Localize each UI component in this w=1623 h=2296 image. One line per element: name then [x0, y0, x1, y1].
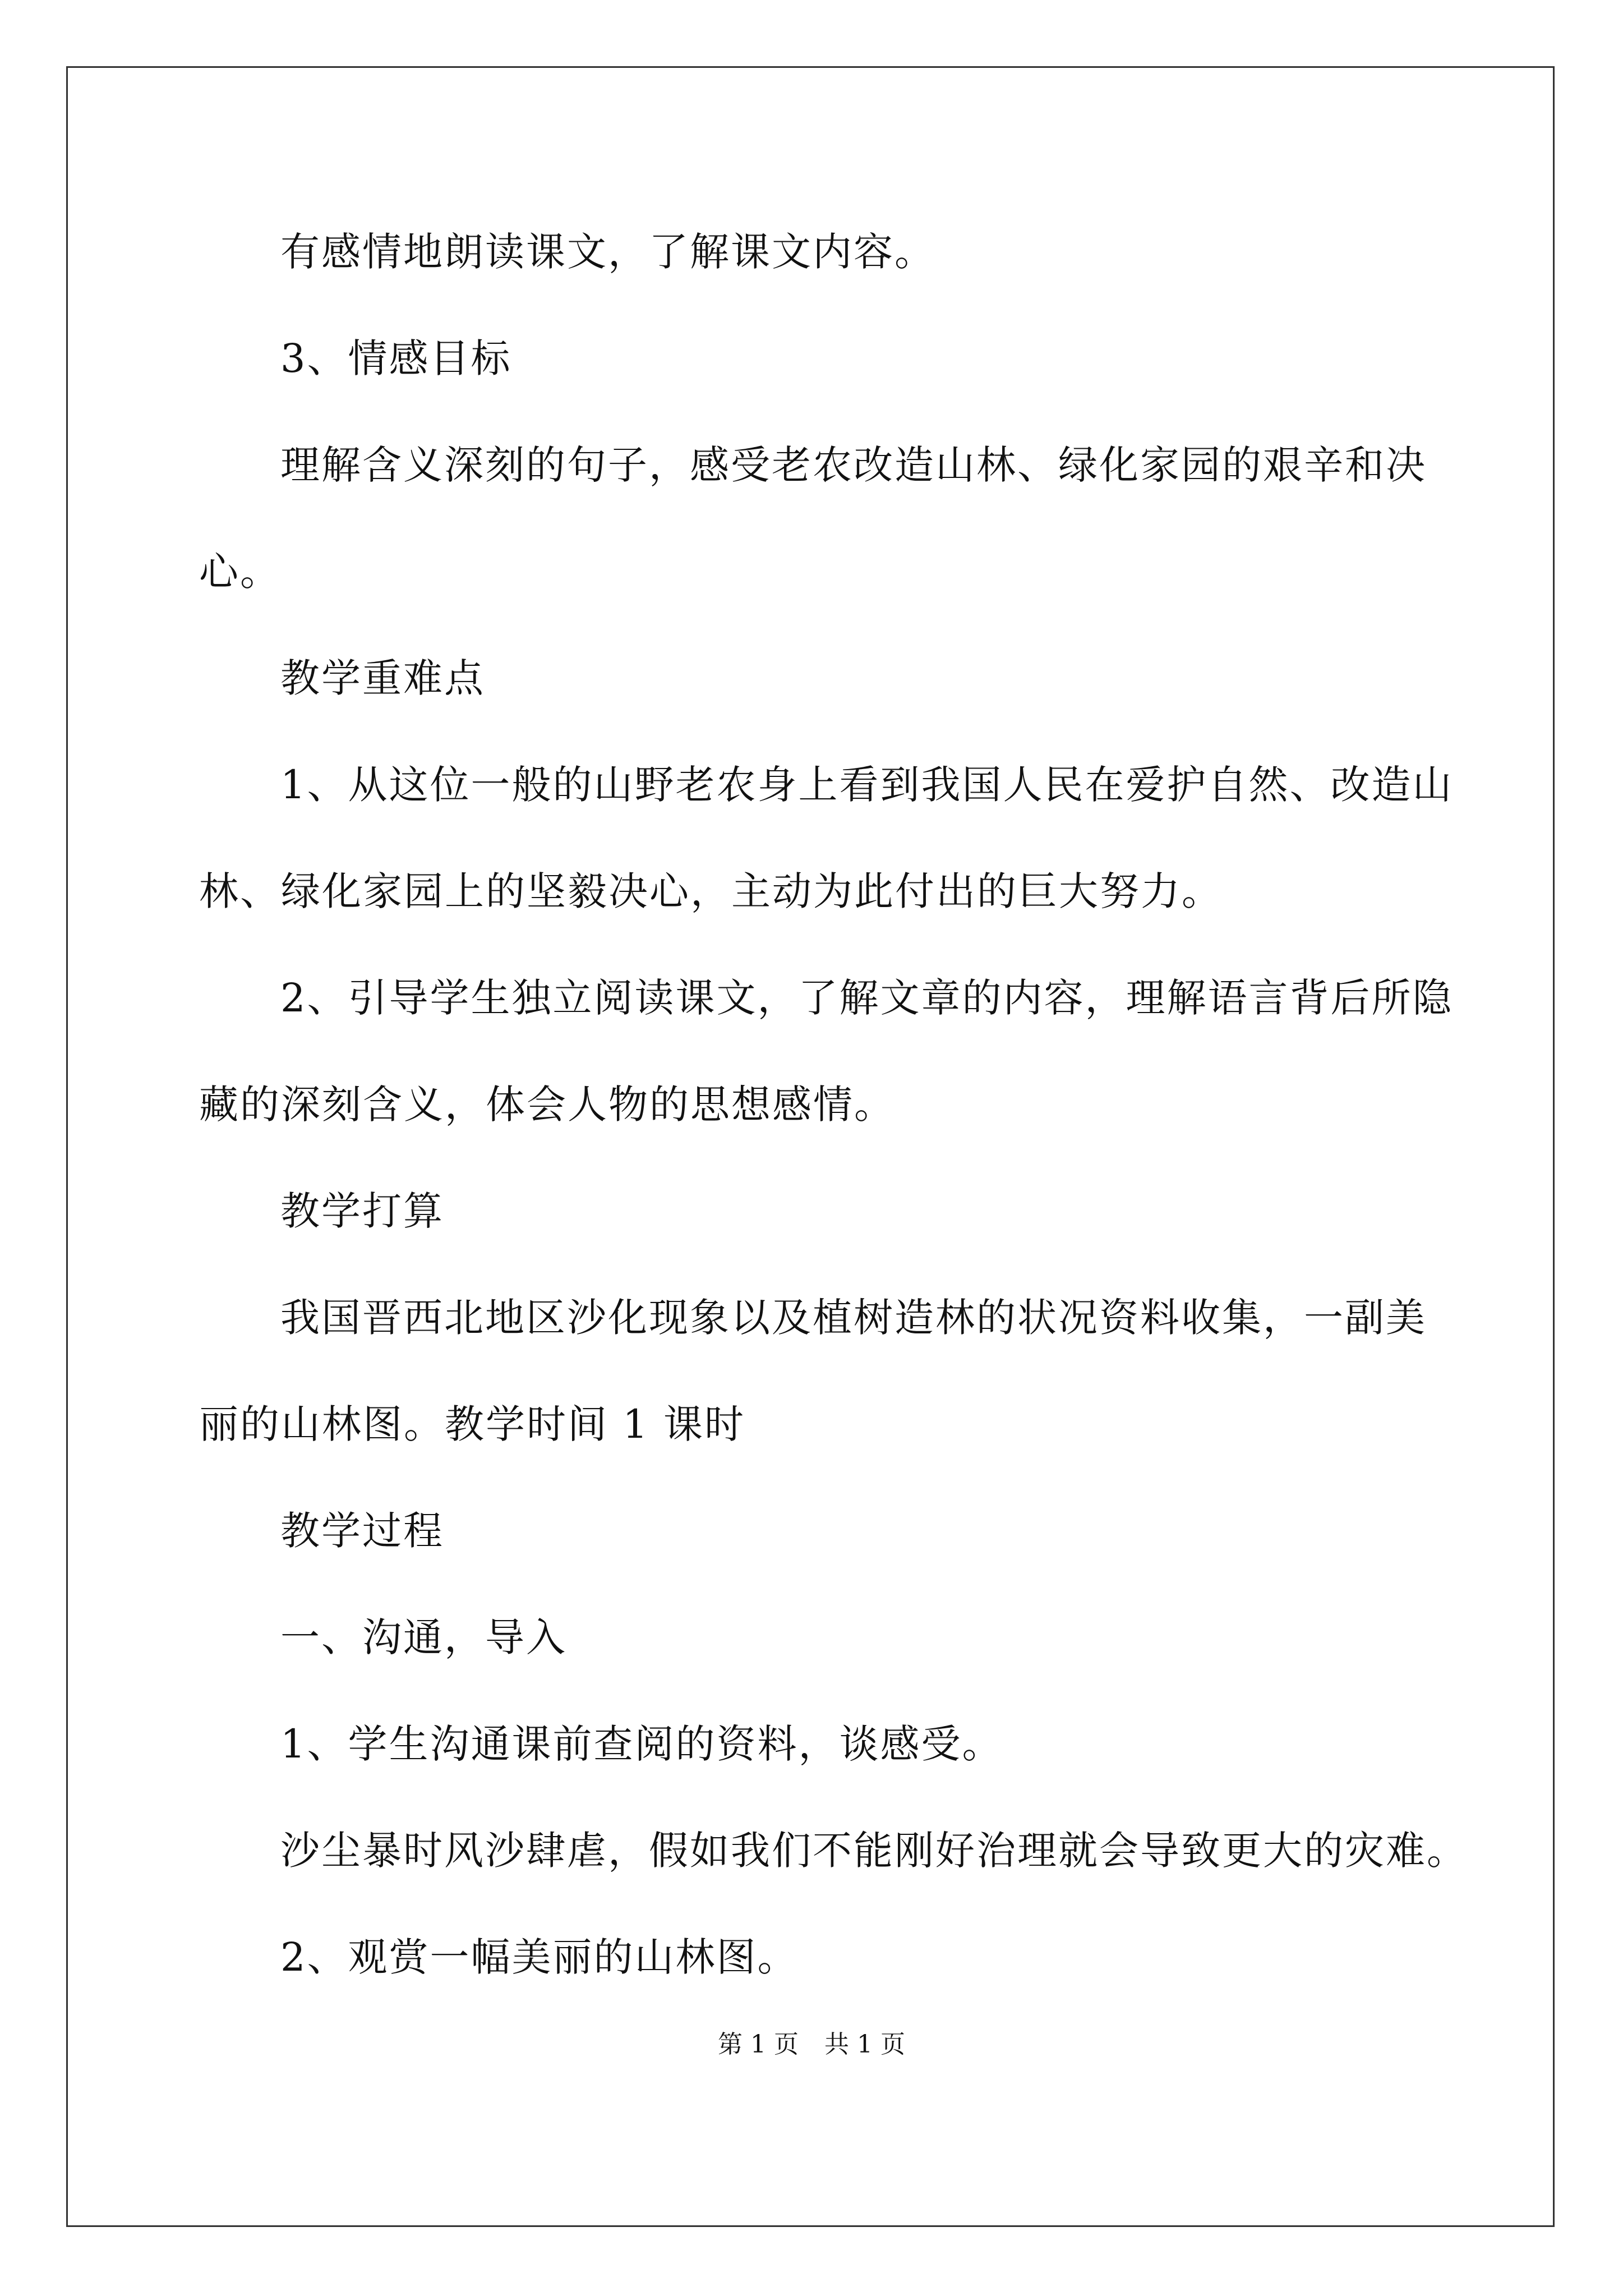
paragraph-line: 理解含义深刻的句子，感受老农改造山林、绿化家园的艰辛和决	[280, 442, 1427, 488]
paragraph-line: 心。	[199, 549, 281, 595]
paragraph-line: 2、观赏一幅美丽的山林图。	[280, 1934, 799, 1980]
paragraph-line: 3、情感目标	[280, 335, 512, 381]
page-footer	[0, 2028, 1623, 2062]
paragraph-line: 教学重难点	[280, 655, 485, 701]
paragraph-line: 1、学生沟通课前查阅的资料，谈感受。	[280, 1721, 1003, 1767]
paragraph-line: 有感情地朗读课文，了解课文内容。	[280, 229, 935, 275]
paragraph-line: 我国晋西北地区沙化现象以及植树造林的状况资料收集，一副美	[280, 1295, 1427, 1341]
page-number-total: 共 1 页	[824, 2030, 905, 2059]
paragraph-line: 教学打算	[280, 1188, 444, 1234]
paragraph-line: 林、绿化家园上的坚毅决心，主动为此付出的巨大努力。	[199, 868, 1223, 914]
page-number-current: 第 1 页	[718, 2030, 799, 2059]
paragraph-line: 藏的深刻含义，体会人物的思想感情。	[199, 1082, 895, 1128]
paragraph-line: 沙尘暴时风沙肆虐，假如我们不能刚好治理就会导致更大的灾难。	[280, 1828, 1468, 1874]
paragraph-line: 一、沟通，导入	[280, 1614, 567, 1660]
paragraph-line: 丽的山林图。教学时间 1 课时	[199, 1401, 746, 1447]
paragraph-line: 1、从这位一般的山野老农身上看到我国人民在爱护自然、改造山	[280, 762, 1454, 808]
page-border	[66, 66, 1555, 2227]
paragraph-line: 教学过程	[280, 1508, 444, 1554]
paragraph-line: 2、引导学生独立阅读课文，了解文章的内容，理解语言背后所隐	[280, 975, 1454, 1021]
